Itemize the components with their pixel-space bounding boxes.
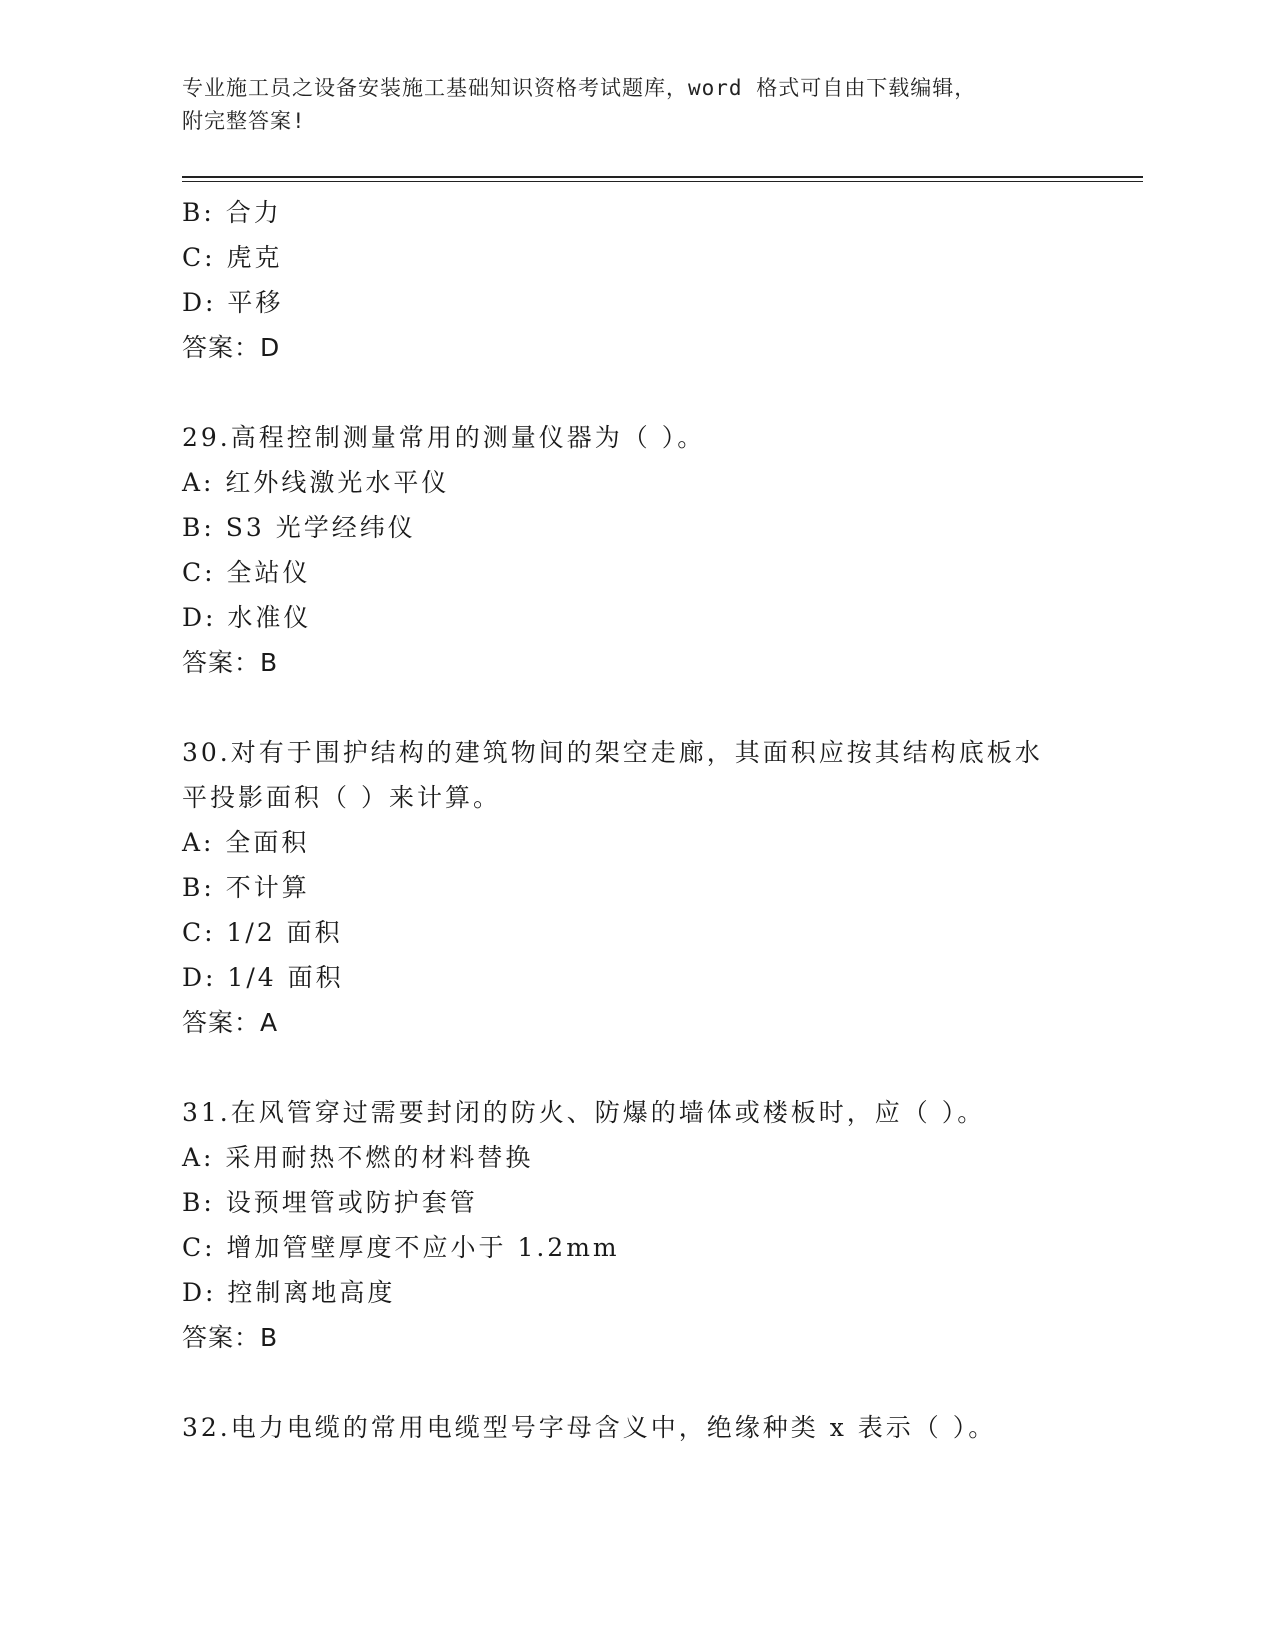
option-b: B: 合力	[182, 198, 282, 227]
spacer	[182, 685, 1142, 730]
option-a: A: 全面积	[182, 828, 310, 857]
option-a: A: 红外线激光水平仪	[182, 468, 450, 497]
question-29	[182, 415, 1142, 685]
option-b: B: 不计算	[182, 873, 310, 902]
answer-line: 答案：B	[182, 1323, 279, 1352]
option-b: B: S3 光学经纬仪	[182, 513, 416, 542]
question-30	[182, 730, 1142, 1045]
answer-line: 答案：A	[182, 1008, 279, 1037]
answer-line: 答案：D	[182, 333, 281, 362]
option-d: D: 水准仪	[182, 603, 312, 632]
option-c: C: 虎克	[182, 243, 283, 272]
option-b: B: 设预埋管或防护套管	[182, 1188, 478, 1217]
question-stem-continued: 平投影面积（ ）来计算。	[182, 783, 501, 812]
option-c: C: 增加管壁厚度不应小于 1.2mm	[182, 1233, 620, 1262]
answer-line: 答案：B	[182, 648, 279, 677]
header-divider-thin	[182, 181, 1143, 182]
option-a: A: 采用耐热不燃的材料替换	[182, 1143, 534, 1172]
question-28-continued	[182, 190, 1142, 370]
question-stem: 31.在风管穿过需要封闭的防火、防爆的墙体或楼板时，应（ ）。	[182, 1098, 986, 1127]
header-line-1: 专业施工员之设备安装施工基础知识资格考试题库，word 格式可自由下载编辑，	[182, 76, 977, 100]
question-32	[182, 1405, 1142, 1450]
option-d: D: 控制离地高度	[182, 1278, 396, 1307]
question-stem: 32.电力电缆的常用电缆型号字母含义中，绝缘种类 x 表示（ ）。	[182, 1413, 997, 1442]
header-divider-thick	[182, 176, 1143, 178]
question-list	[182, 190, 1142, 1450]
question-stem: 30.对有于围护结构的建筑物间的架空走廊，其面积应按其结构底板水	[182, 738, 1043, 767]
option-d: D: 1/4 面积	[182, 963, 344, 992]
spacer	[182, 1045, 1142, 1090]
spacer	[182, 370, 1142, 415]
question-31	[182, 1090, 1142, 1360]
option-d: D: 平移	[182, 288, 284, 317]
question-stem: 29.高程控制测量常用的测量仪器为（ ）。	[182, 423, 706, 452]
option-c: C: 全站仪	[182, 558, 311, 587]
header-line-2: 附完整答案!	[182, 109, 306, 133]
option-c: C: 1/2 面积	[182, 918, 343, 947]
spacer	[182, 1360, 1142, 1405]
document-header	[182, 72, 1062, 138]
